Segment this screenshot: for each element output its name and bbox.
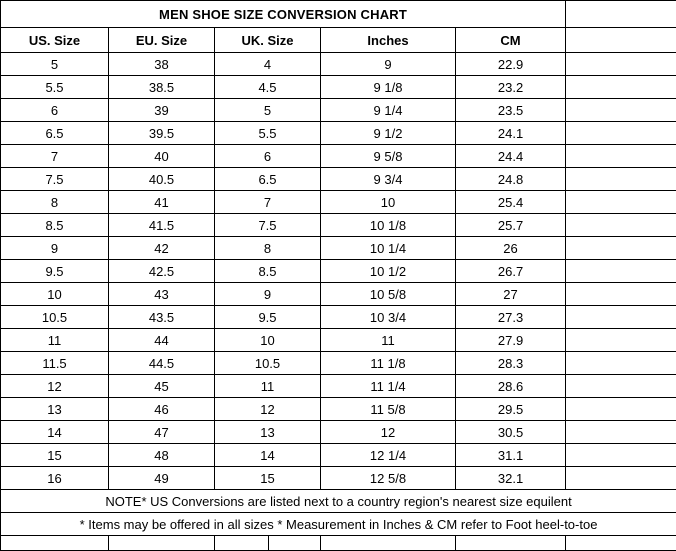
cell-inches[interactable]: 11 [321, 329, 456, 352]
cell-cm[interactable]: 26 [456, 237, 566, 260]
table-row [1, 191, 676, 214]
page-title: MEN SHOE SIZE CONVERSION CHART [1, 1, 566, 28]
cell-cm[interactable]: 32.1 [456, 467, 566, 490]
empty-cell[interactable] [566, 467, 676, 490]
cell-us-size[interactable]: 16 [1, 467, 109, 490]
cell-eu-size[interactable]: 39.5 [109, 122, 215, 145]
table-row [1, 421, 676, 444]
table-body [1, 1, 676, 551]
cell-inches[interactable]: 12 1/4 [321, 444, 456, 467]
note-row [1, 513, 676, 536]
empty-cell[interactable] [566, 329, 676, 352]
cell-cm[interactable]: 28.3 [456, 352, 566, 375]
cell-eu-size[interactable]: 38.5 [109, 76, 215, 99]
cell-uk-size[interactable]: 8.5 [215, 260, 321, 283]
cell-uk-size[interactable]: 15 [215, 467, 321, 490]
cell-inches[interactable]: 9 [321, 53, 456, 76]
cell-us-size[interactable]: 5.5 [1, 76, 109, 99]
cell-eu-size[interactable]: 47 [109, 421, 215, 444]
cell-cm[interactable]: 27.9 [456, 329, 566, 352]
column-header-eu-size: EU. Size [109, 28, 215, 53]
cell-inches[interactable]: 9 5/8 [321, 145, 456, 168]
cell-cm[interactable]: 26.7 [456, 260, 566, 283]
note-row [1, 490, 676, 513]
cell-uk-size[interactable]: 7.5 [215, 214, 321, 237]
empty-cell[interactable] [566, 237, 676, 260]
cell-eu-size[interactable]: 41 [109, 191, 215, 214]
empty-cell[interactable] [566, 99, 676, 122]
cell-inches[interactable]: 10 1/4 [321, 237, 456, 260]
cell-uk-size[interactable]: 14 [215, 444, 321, 467]
cell-us-size[interactable]: 11 [1, 329, 109, 352]
cell-us-size[interactable]: 7.5 [1, 168, 109, 191]
cell-inches[interactable]: 10 1/2 [321, 260, 456, 283]
empty-cell[interactable] [321, 536, 456, 551]
empty-cell[interactable] [566, 283, 676, 306]
cell-inches[interactable]: 10 3/4 [321, 306, 456, 329]
cell-cm[interactable]: 24.4 [456, 145, 566, 168]
table-row [1, 329, 676, 352]
cell-cm[interactable]: 22.9 [456, 53, 566, 76]
cell-inches[interactable]: 9 1/4 [321, 99, 456, 122]
empty-cell[interactable] [566, 122, 676, 145]
table-row [1, 237, 676, 260]
cell-cm[interactable]: 31.1 [456, 444, 566, 467]
cell-uk-size[interactable]: 11 [215, 375, 321, 398]
cell-cm[interactable]: 23.5 [456, 99, 566, 122]
column-header-cm: CM [456, 28, 566, 53]
table-row [1, 53, 676, 76]
cell-inches[interactable]: 9 3/4 [321, 168, 456, 191]
cell-eu-size[interactable]: 44.5 [109, 352, 215, 375]
empty-cell[interactable] [566, 191, 676, 214]
empty-cell[interactable] [566, 214, 676, 237]
cell-inches[interactable]: 9 1/8 [321, 76, 456, 99]
empty-cell[interactable] [566, 76, 676, 99]
table-row [1, 375, 676, 398]
cell-uk-size[interactable]: 4 [215, 53, 321, 76]
empty-cell[interactable] [566, 168, 676, 191]
empty-cell[interactable] [566, 398, 676, 421]
cell-eu-size[interactable]: 40.5 [109, 168, 215, 191]
note-conversions: NOTE* US Conversions are listed next to a country region's nearest size equilent [1, 490, 676, 513]
cell-us-size[interactable]: 9 [1, 237, 109, 260]
cell-eu-size[interactable]: 45 [109, 375, 215, 398]
cell-eu-size[interactable]: 39 [109, 99, 215, 122]
empty-cell[interactable] [566, 1, 676, 28]
cell-us-size[interactable]: 8.5 [1, 214, 109, 237]
cell-eu-size[interactable]: 42 [109, 237, 215, 260]
note-measurement: * Items may be offered in all sizes * Measurement in Inches & CM refer to Foot heel-to-toe [1, 513, 676, 536]
cell-eu-size[interactable]: 49 [109, 467, 215, 490]
cell-uk-size[interactable]: 6.5 [215, 168, 321, 191]
empty-cell[interactable] [456, 536, 566, 551]
cell-us-size[interactable]: 7 [1, 145, 109, 168]
cell-us-size[interactable]: 14 [1, 421, 109, 444]
cell-inches[interactable]: 10 1/8 [321, 214, 456, 237]
table-row [1, 168, 676, 191]
cell-inches[interactable]: 11 1/8 [321, 352, 456, 375]
empty-cell[interactable] [566, 145, 676, 168]
cell-us-size[interactable]: 6.5 [1, 122, 109, 145]
cell-cm[interactable]: 27 [456, 283, 566, 306]
cell-inches[interactable]: 12 5/8 [321, 467, 456, 490]
cell-eu-size[interactable]: 38 [109, 53, 215, 76]
cell-cm[interactable]: 24.1 [456, 122, 566, 145]
empty-cell[interactable] [566, 536, 676, 551]
cell-eu-size[interactable]: 44 [109, 329, 215, 352]
cell-uk-size[interactable]: 9.5 [215, 306, 321, 329]
cell-eu-size[interactable]: 43 [109, 283, 215, 306]
cell-cm[interactable]: 30.5 [456, 421, 566, 444]
empty-cell[interactable] [1, 536, 109, 551]
cell-us-size[interactable]: 13 [1, 398, 109, 421]
empty-cell[interactable] [566, 260, 676, 283]
table-header-row [1, 28, 676, 53]
cell-uk-size[interactable]: 12 [215, 398, 321, 421]
column-header-inches: Inches [321, 28, 456, 53]
table-row [1, 398, 676, 421]
table-row [1, 214, 676, 237]
cell-eu-size[interactable]: 42.5 [109, 260, 215, 283]
column-header-uk-size: UK. Size [215, 28, 321, 53]
cell-inches[interactable]: 10 5/8 [321, 283, 456, 306]
column-header-us-size: US. Size [1, 28, 109, 53]
cell-us-size[interactable]: 5 [1, 53, 109, 76]
table-row [1, 122, 676, 145]
cell-cm[interactable]: 23.2 [456, 76, 566, 99]
cell-us-size[interactable]: 10 [1, 283, 109, 306]
cell-cm[interactable]: 25.4 [456, 191, 566, 214]
cell-cm[interactable]: 25.7 [456, 214, 566, 237]
cell-eu-size[interactable]: 46 [109, 398, 215, 421]
cell-eu-size[interactable]: 40 [109, 145, 215, 168]
cell-uk-size[interactable]: 8 [215, 237, 321, 260]
cell-uk-size[interactable]: 5 [215, 99, 321, 122]
cell-eu-size[interactable]: 48 [109, 444, 215, 467]
empty-cell[interactable] [109, 536, 215, 551]
cell-us-size[interactable]: 11.5 [1, 352, 109, 375]
table-row [1, 260, 676, 283]
table-row [1, 467, 676, 490]
empty-cell[interactable] [566, 28, 676, 53]
cell-uk-size[interactable]: 10.5 [215, 352, 321, 375]
cell-us-size[interactable]: 8 [1, 191, 109, 214]
cell-us-size[interactable]: 10.5 [1, 306, 109, 329]
cell-us-size[interactable]: 9.5 [1, 260, 109, 283]
table-row [1, 444, 676, 467]
table-row [1, 306, 676, 329]
cell-uk-size[interactable]: 7 [215, 191, 321, 214]
empty-cell[interactable] [215, 536, 321, 551]
empty-cell[interactable] [566, 421, 676, 444]
cell-us-size[interactable]: 12 [1, 375, 109, 398]
cell-uk-size[interactable]: 13 [215, 421, 321, 444]
title-row [1, 1, 676, 28]
cell-us-size[interactable]: 15 [1, 444, 109, 467]
cell-uk-size[interactable]: 10 [215, 329, 321, 352]
cell-cm[interactable]: 27.3 [456, 306, 566, 329]
partial-bottom-row [1, 536, 676, 551]
table-row [1, 283, 676, 306]
cell-uk-size[interactable]: 4.5 [215, 76, 321, 99]
cell-eu-size[interactable]: 43.5 [109, 306, 215, 329]
empty-cell[interactable] [566, 352, 676, 375]
cell-uk-size[interactable]: 5.5 [215, 122, 321, 145]
cell-inches[interactable]: 11 1/4 [321, 375, 456, 398]
cell-inches[interactable]: 10 [321, 191, 456, 214]
cell-cm[interactable]: 28.6 [456, 375, 566, 398]
empty-cell[interactable] [566, 375, 676, 398]
table-row [1, 76, 676, 99]
cell-uk-size[interactable]: 6 [215, 145, 321, 168]
cell-us-size[interactable]: 6 [1, 99, 109, 122]
cell-inches[interactable]: 9 1/2 [321, 122, 456, 145]
empty-cell[interactable] [566, 444, 676, 467]
table-row [1, 145, 676, 168]
cell-inches[interactable]: 11 5/8 [321, 398, 456, 421]
table-row [1, 99, 676, 122]
cell-cm[interactable]: 24.8 [456, 168, 566, 191]
cell-divider-mark [215, 536, 320, 550]
empty-cell[interactable] [566, 306, 676, 329]
cell-cm[interactable]: 29.5 [456, 398, 566, 421]
cell-eu-size[interactable]: 41.5 [109, 214, 215, 237]
empty-cell[interactable] [566, 53, 676, 76]
table-row [1, 352, 676, 375]
cell-uk-size[interactable]: 9 [215, 283, 321, 306]
cell-inches[interactable]: 12 [321, 421, 456, 444]
